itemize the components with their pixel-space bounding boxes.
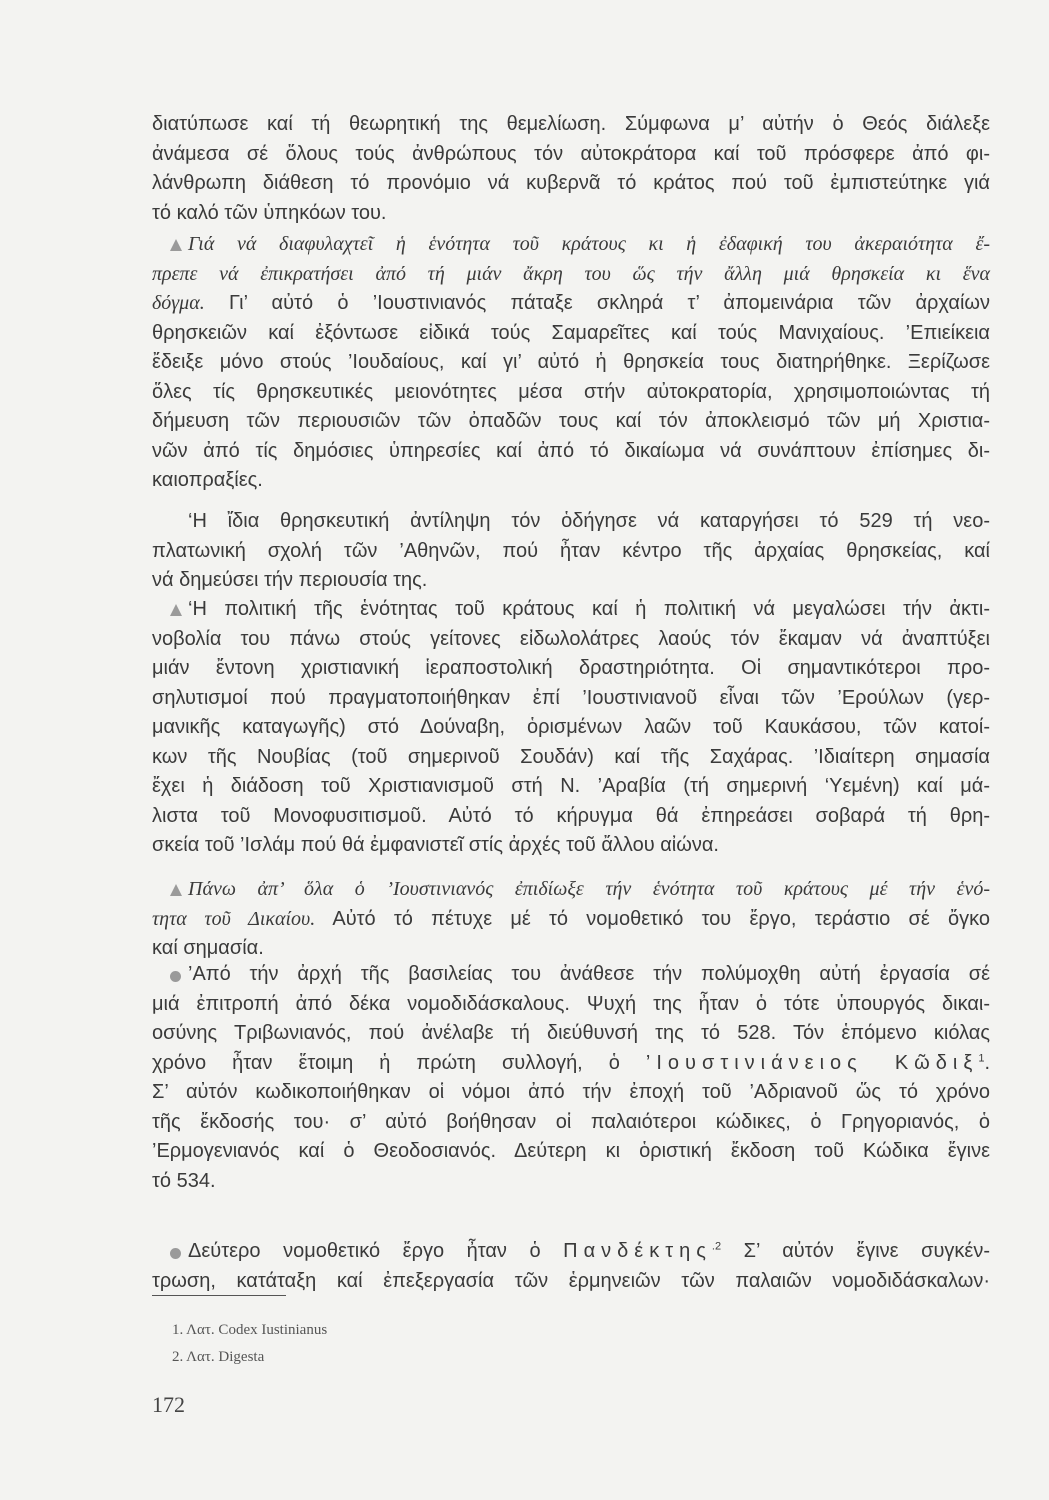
- text-line: [152, 772, 990, 802]
- text-line: [152, 625, 990, 655]
- text-segment: σκεία τοῦ ’Ισλάμ πού θά ἐμφανιστεῖ στίς ἀρχές τοῦ ἄλλου αἰώνα.: [152, 834, 719, 856]
- text-line: [152, 169, 990, 199]
- text-line: [152, 1078, 990, 1108]
- text-line: [152, 230, 990, 260]
- text-segment: Δεύτερο νομοθετικό ἔργο ἦταν ὁ: [188, 1240, 564, 1262]
- footnote-divider: [152, 1295, 286, 1296]
- paragraph: [152, 110, 990, 228]
- text-segment: καιοπραξίες.: [152, 469, 263, 491]
- text-line: [152, 1137, 990, 1167]
- footnote-2: 2. Λατ. Digesta: [172, 1349, 265, 1365]
- text-line: [152, 831, 990, 861]
- text-segment: νά δημεύσει τήν περιουσία της.: [152, 569, 428, 591]
- text-line: [152, 110, 990, 140]
- text-segment: ὅλες τίς θρησκευτικές μειονότητες μέσα στήν αὐτοκρατορία, χρησιμοποιώντας τή: [152, 380, 990, 403]
- text-segment: χρόνο ἦταν ἕτοιμη ἡ πρώτη συλλογή, ὁ: [152, 1051, 646, 1074]
- triangle-marker-icon: [170, 884, 182, 896]
- text-segment: ’Ερμογενιανός καί ὁ Θεοδοσιανός. Δεύτερη κι ὁριστική ἔκδοση τοῦ Κώδικα ἔγινε: [152, 1140, 990, 1162]
- paragraph: [152, 507, 990, 596]
- text-line: [152, 743, 990, 773]
- text-line: [152, 537, 990, 567]
- text-line: [152, 802, 990, 832]
- paragraph: [152, 875, 990, 964]
- text-segment: διατύπωσε καί τή θεωρητική της θεμελίωση. Σύμφωνα μ’ αὐτήν ὁ Θεός διάλεξε: [152, 113, 990, 135]
- emphasized-text: πρεπε νά ἐπικρατήσει ἀπό τή μιάν ἄκρη του ὥς τήν ἄλλη μιά θρησκεία κι ἕνα: [152, 262, 990, 285]
- text-line: [152, 378, 990, 408]
- text-segment: μιά ἐπιτροπή ἀπό δέκα νομοδιδάσκαλους. Ψυχή της ἦταν ὁ τότε ὑπουργός δικαι-: [152, 992, 990, 1015]
- text-line: [152, 595, 990, 625]
- text-line: [152, 466, 990, 496]
- footnote-ref: 1: [978, 1051, 985, 1064]
- text-line: [152, 990, 990, 1020]
- paragraph: [152, 230, 990, 496]
- text-line: [152, 140, 990, 170]
- emphasized-text: Πάνω ἀπ’ ὅλα ὁ ’Ιουστινιανός ἐπιδίωξε τήν ἑνότητα τοῦ κράτους μέ τήν ἑνό-: [188, 878, 990, 900]
- triangle-marker-icon: [170, 604, 182, 616]
- text-segment: κων τῆς Νουβίας (τοῦ σημερινοῦ Σουδάν) καί τῆς Σαχάρας. ’Ιδιαίτερη σημασία: [152, 745, 990, 768]
- text-line: [152, 407, 990, 437]
- text-segment: .: [984, 1051, 990, 1074]
- text-segment: Σ’ αὐτόν ἔγινε συγκέν-: [721, 1240, 991, 1262]
- text-segment: οσύνης Τριβωνιανός, πού ἀνέλαβε τή διεύθυνσή της τό 528. Τόν ἑπόμενο κιόλας: [152, 1022, 990, 1044]
- circle-marker-icon: [170, 971, 181, 982]
- paragraph: [152, 960, 990, 1196]
- text-line: [152, 289, 990, 319]
- text-line: [152, 1237, 990, 1267]
- text-segment: Γι’ αὐτό ὁ ’Ιουστινιανός πάταξε σκληρά τ’ ἀπομεινάρια τῶν ἀρχαίων: [204, 292, 990, 314]
- text-segment: Σ’ αὐτόν κωδικοποιήθηκαν οἱ νόμοι ἀπό τήν ἐποχή τοῦ ’Αδριανοῦ ὥς τό χρόνο: [152, 1081, 990, 1103]
- text-segment: σηλυτισμοί πού πραγματοποιήθηκαν ἐπί ’Ιουστινιανοῦ εἶναι τῶν ’Ερούλων (γερ-: [152, 686, 990, 709]
- text-line: [152, 199, 990, 229]
- text-segment: καί σημασία.: [152, 937, 264, 959]
- text-segment: νοβολία του πάνω στούς γείτονες εἰδωλολάτρες λαούς τόν ἔκαμαν νά ἀναπτύξει: [152, 627, 990, 650]
- text-segment: λιστα τοῦ Μονοφυσιτισμοῦ. Αὐτό τό κήρυγμα θά ἐπηρεάσει σοβαρά τή θρη-: [152, 804, 990, 827]
- circle-marker-icon: [170, 1248, 181, 1259]
- text-segment: ’Από τήν ἀρχή τῆς βασιλείας του ἀνάθεσε τήν πολύμοχθη αὐτή ἐργασία σέ: [188, 963, 990, 985]
- page-number: 172: [152, 1392, 185, 1417]
- text-line: [152, 1267, 990, 1297]
- paragraph: [152, 1237, 990, 1296]
- text-line: [152, 566, 990, 596]
- text-segment: ἀνάμεσα σέ ὅλους τούς ἀνθρώπους τόν αὐτοκράτορα καί τοῦ πρόσφερε ἀπό φι-: [152, 142, 990, 165]
- text-line: [152, 437, 990, 467]
- text-line: [152, 1167, 990, 1197]
- footnote-ref: .2: [711, 1240, 722, 1253]
- text-line: [152, 905, 990, 935]
- spaced-term: Πανδέκτης: [563, 1240, 712, 1262]
- text-segment: τό καλό τῶν ὑπηκόων του.: [152, 201, 387, 224]
- triangle-marker-icon: [170, 239, 182, 251]
- text-segment: ‘Η ἴδια θρησκευτική ἀντίληψη τόν ὁδήγησε νά καταργήσει τό 529 τή νεο-: [188, 510, 990, 532]
- text-segment: τρωση, κατάταξη καί ἐπεξεργασία τῶν ἑρμηνειῶν τῶν παλαιῶν νομοδιδάσκαλων·: [152, 1269, 990, 1292]
- text-segment: πλατωνική σχολή τῶν ’Αθηνῶν, πού ἦταν κέντρο τῆς ἀρχαίας θρησκείας, καί: [152, 539, 990, 562]
- text-line: [152, 348, 990, 378]
- text-line: [152, 684, 990, 714]
- text-segment: ἔδειξε μόνο στούς ’Ιουδαίους, καί γι’ αὐτό ἡ θρησκεία τους διατηρήθηκε. Ξερίζωσε: [152, 351, 990, 373]
- text-segment: τό 534.: [152, 1169, 216, 1192]
- text-line: [152, 960, 990, 990]
- emphasized-text: τητα τοῦ Δικαίου.: [152, 907, 316, 930]
- text-line: [152, 1019, 990, 1049]
- spaced-term: ’Ιουστινιάνειος Κῶδιξ: [645, 1051, 979, 1074]
- emphasized-text: Γιά νά διαφυλαχτεῖ ἡ ἑνότητα τοῦ κράτους κι ἡ ἐδαφική του ἀκεραιότητα ἔ-: [188, 233, 990, 255]
- text-line: [152, 319, 990, 349]
- text-segment: Αὐτό τό πέτυχε μέ τό νομοθετικό του ἔργο, τεράστιο σέ ὄγκο: [315, 907, 990, 930]
- text-line: [152, 507, 990, 537]
- text-segment: δήμευση τῶν περιουσιῶν τῶν ὀπαδῶν τους καί τόν ἀποκλεισμό τῶν μή Χριστια-: [152, 410, 990, 432]
- text-line: [152, 654, 990, 684]
- text-segment: νῶν ἀπό τίς δημόσιες ὑπηρεσίες καί ἀπό τό δικαίωμα νά συνάπτουν ἐπίσημες δι-: [152, 439, 990, 462]
- paragraph: [152, 595, 990, 861]
- footnote-1: 1. Λατ. Codex Iustinianus: [172, 1322, 328, 1338]
- text-line: [152, 713, 990, 743]
- text-segment: τῆς ἔκδοσής του· σ’ αὐτό βοήθησαν οἱ παλαιότεροι κώδικες, ὁ Γρηγοριανός, ὁ: [152, 1110, 990, 1133]
- text-line: [152, 875, 990, 905]
- text-line: [152, 1049, 990, 1079]
- text-segment: θρησκειῶν καί ἐξόντωσε εἰδικά τούς Σαμαρεῖτες καί τούς Μανιχαίους. ’Επιείκεια: [152, 321, 990, 344]
- text-segment: ἔχει ἡ διάδοση τοῦ Χριστιανισμοῦ στή Ν. ’Αραβία (τή σημερινή ‘Υεμένη) καί μά-: [152, 775, 990, 797]
- text-segment: λάνθρωπη διάθεση τό προνόμιο νά κυβερνᾶ τό κράτος πού τοῦ ἐμπιστεύτηκε γιά: [152, 172, 990, 194]
- text-segment: ‘Η πολιτική τῆς ἑνότητας τοῦ κράτους καί ἡ πολιτική νά μεγαλώσει τήν ἀκτι-: [188, 598, 990, 620]
- text-line: [152, 260, 990, 290]
- text-line: [152, 1108, 990, 1138]
- text-segment: μιάν ἔντονη χριστιανική ἱεραποστολική δραστηριότητα. Οἱ σημαντικότεροι προ-: [152, 657, 990, 679]
- text-segment: μανικῆς καταγωγῆς) στό Δούναβη, ὁρισμένων λαῶν τοῦ Καυκάσου, τῶν κατοί-: [152, 716, 990, 738]
- emphasized-text: δόγμα.: [152, 292, 205, 314]
